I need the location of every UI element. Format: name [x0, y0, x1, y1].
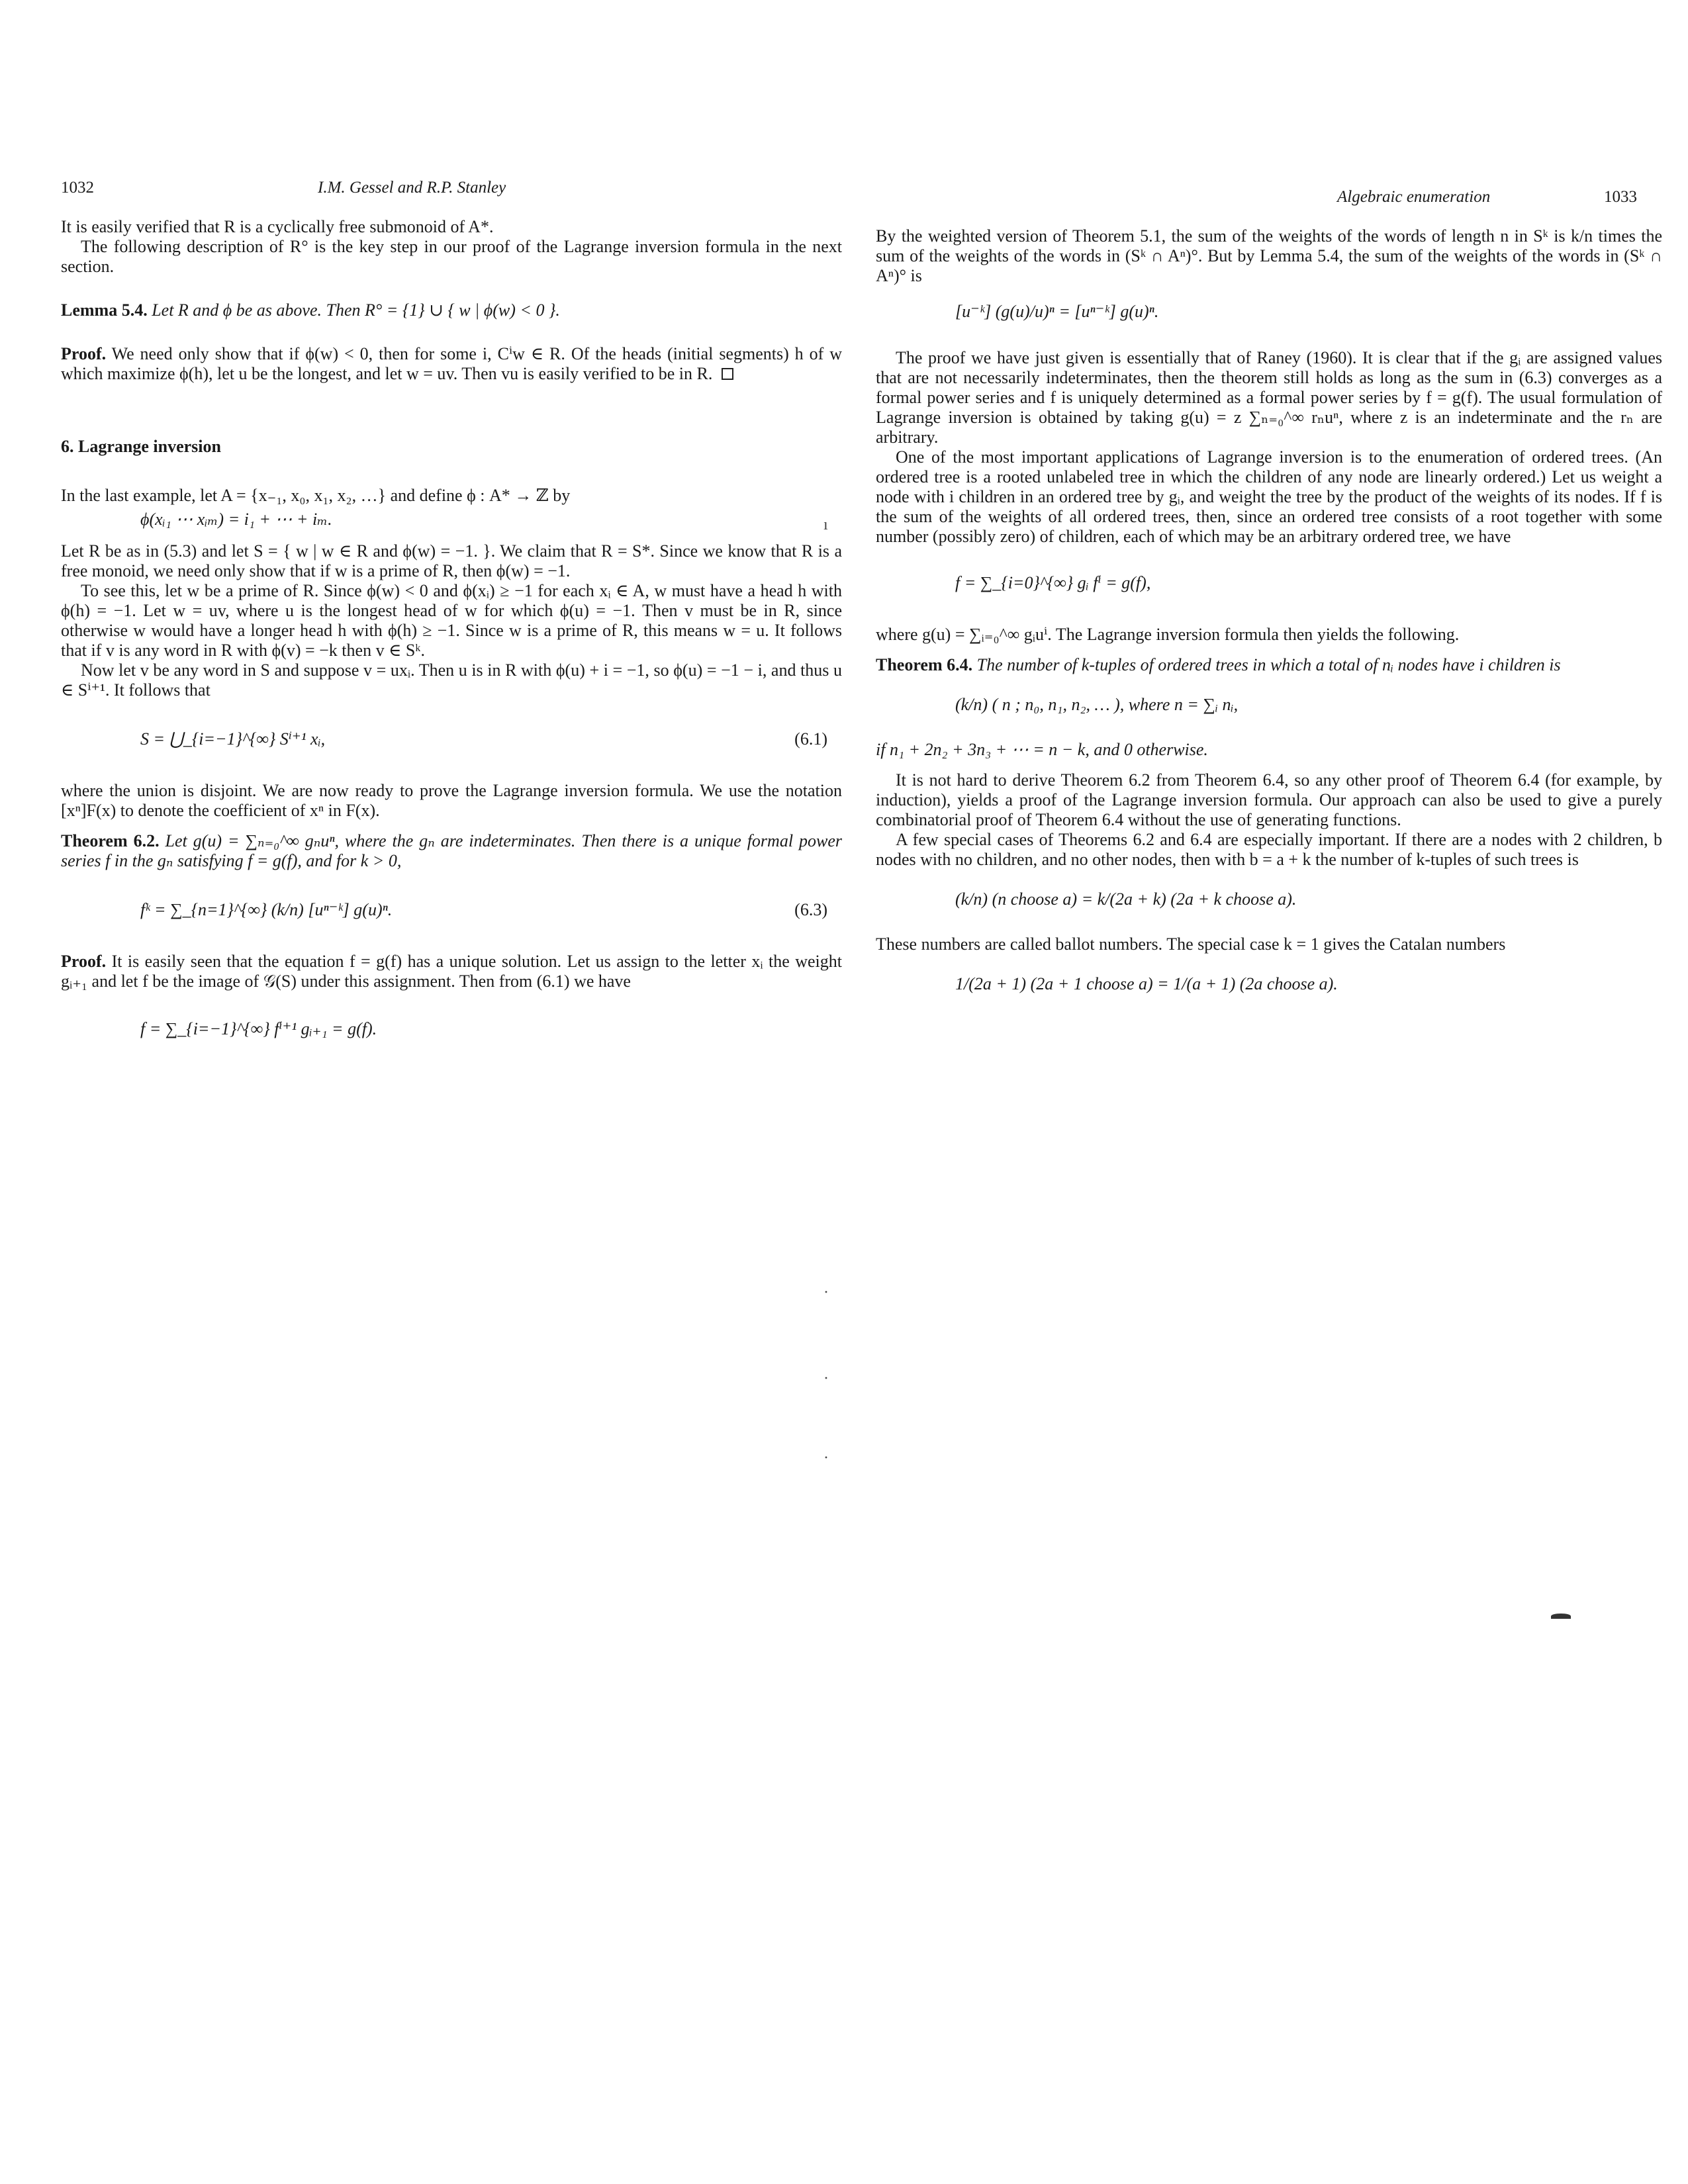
page-number-right: 1033 — [1604, 188, 1637, 206]
section-title: 6. Lagrange inversion — [61, 437, 221, 456]
r-display-4-formula: (k/n) (n choose a) = k/(2a + k) (2a + k choose a). — [955, 889, 1297, 909]
display-6-1 — [61, 704, 842, 777]
theorem-6-4-condition: if n₁ + 2n₂ + 3n₃ + ⋯ = n − k, and 0 otherwise. — [876, 740, 1208, 759]
proof-lemma — [61, 344, 842, 384]
running-head-right: Algebraic enumeration — [1337, 188, 1491, 206]
scan-speck — [1551, 1614, 1571, 1619]
paragraph-1: In the last example, let A = {x₋₁, x₀, x₁, x₂, …} and define ϕ : A* → ℤ by — [61, 486, 571, 505]
proof2-text: It is easily seen that the equation f = g(f) has a unique solution. Let us assign to the letter xᵢ the weight gᵢ₊₁ and let f be the image of 𝒢(S) under this assignment. Then from (6.1) we have — [61, 952, 842, 991]
r-display-1-formula: [u⁻ᵏ] (g(u)/u)ⁿ = [uⁿ⁻ᵏ] g(u)ⁿ. — [955, 302, 1159, 321]
equation-number-6-3: (6.3) — [794, 900, 827, 919]
proof-theorem-6-2 — [61, 952, 842, 991]
r-paragraph-1: By the weighted version of Theorem 5.1, the sum of the weights of the words of length n in Sᵏ is k/n times the sum of the weights of the words in (Sᵏ ∩ Aⁿ)°. But by Lemma 5.4, the sum of the weights of the words in (Sᵏ ∩ Aⁿ)° is — [876, 226, 1662, 285]
lemma-5-4 — [61, 300, 842, 320]
lemma-label: Lemma 5.4. — [61, 300, 148, 320]
right-column — [876, 226, 1662, 1019]
r-paragraph-6: A few special cases of Theorems 6.2 and 6.4 are especially important. If there are a nodes with 2 children, b nodes with no children, and no other nodes, then with b = a + k the number of k-tuples of such trees is — [876, 830, 1662, 869]
paragraph-2: Let R be as in (5.3) and let S = { w | w ∈ R and ϕ(w) = −1. }. We claim that R = S*. Since we know that R is a free monoid, we need only show that if w is a prime of R, then ϕ(w) = −1. — [61, 541, 842, 580]
r-display-3 — [876, 679, 1662, 736]
display-6-1-formula: S = ⋃_{i=−1}^{∞} Sⁱ⁺¹ xᵢ, — [140, 729, 326, 749]
display-f-formula: f = ∑_{i=−1}^{∞} fⁱ⁺¹ gᵢ₊₁ = g(f). — [140, 1019, 377, 1038]
gutter-mark: · — [823, 1284, 829, 1301]
qed-box-icon — [722, 368, 733, 380]
r-display-5 — [876, 958, 1662, 1015]
proof-text: We need only show that if ϕ(w) < 0, then for some i, Cⁱw ∈ R. Of the heads (initial segments) h of w which maximize ϕ(h), let u be the longest, and let w = uv. Then vu is easily verified to be in R. — [61, 344, 843, 383]
running-head-left: I.M. Gessel and R.P. Stanley — [318, 179, 506, 197]
theorem-6-2-label: Theorem 6.2. — [61, 831, 160, 850]
display-phi — [61, 510, 842, 537]
r-paragraph-3: One of the most important applications of Lagrange inversion is to the enumeration of ordered trees. (An ordered tree is a rooted unlabeled tree in which the children of any node are linearly ordered.) Let us weight a node with i children in an ordered tree by gᵢ, and weight the tree by the product of the weights of its nodes. If f is the sum of the weights of all ordered trees, then, since an ordered tree consists of a root together with some number (possibly zero) of children, each of which may be an arbitrary ordered tree, we have — [876, 447, 1662, 546]
left-column — [61, 217, 842, 1066]
display-6-3-formula: fᵏ = ∑_{n=1}^{∞} (k/n) [uⁿ⁻ᵏ] g(u)ⁿ. — [140, 900, 393, 919]
display-f — [61, 995, 842, 1062]
right-page — [844, 0, 1688, 2184]
intro-paragraph: The following description of R° is the key step in our proof of the Lagrange inversion formula in the next section. — [61, 237, 842, 276]
display-6-3 — [61, 875, 842, 948]
paragraph-4: Now let v be any word in S and suppose v = uxᵢ. Then u is in R with ϕ(u) + i = −1, so ϕ(u) = −1 − i, and thus u ∈ Sⁱ⁺¹. It follows that — [61, 660, 842, 700]
page-number-left: 1032 — [61, 179, 94, 197]
r-paragraph-2: The proof we have just given is essentially that of Raney (1960). It is clear that if the gᵢ are assigned values that are not necessarily indeterminates, then the theorem still holds as long as the sum in (6.3) converges as a formal power series and f is uniquely determined as a formal power series by f = g(f). The usual formulation of Lagrange inversion is obtained by taking g(u) = z ∑ₙ₌₀^∞ rₙuⁿ, where z is an indeterminate and the rₙ are arbitrary. — [876, 348, 1662, 447]
theorem-6-4-text: The number of k-tuples of ordered trees in which a total of nᵢ nodes have i children is — [976, 655, 1561, 674]
proof2-label: Proof. — [61, 952, 107, 971]
gutter-mark: · — [823, 1449, 829, 1467]
lemma-text: Let R and ϕ be as above. Then R° = {1} ∪ { w | ϕ(w) < 0 }. — [152, 300, 560, 320]
paragraph-3: To see this, let w be a prime of R. Since ϕ(w) < 0 and ϕ(xᵢ) ≥ −1 for each xᵢ ∈ A, w must have a head h with ϕ(h) = −1. Let w = uv, where u is the longest head of w for which ϕ(u) = −1. Then v must be in R, since otherwise w would have a longer head h with ϕ(h) ≥ −1. Since w is a prime of R, this means w = u. It follows that if v is any word in R with ϕ(v) = −k then v ∈ Sᵏ. — [61, 581, 842, 660]
r-paragraph-5: It is not hard to derive Theorem 6.2 from Theorem 6.4, so any other proof of Theorem 6.4 (for example, by induction), yields a proof of the Lagrange inversion formula. Our approach can also be used to give a purely combinatorial proof of Theorem 6.4 without the use of generating functions. — [876, 770, 1662, 829]
theorem-6-2 — [61, 831, 842, 871]
intro-line: It is easily verified that R is a cyclically free submonoid of A*. — [61, 217, 494, 236]
paragraph-5: where the union is disjoint. We are now ready to prove the Lagrange inversion formula. We use the notation [xⁿ]F(x) to denote the coefficient of xⁿ in F(x). — [61, 781, 842, 820]
gutter-mark: ı — [823, 516, 828, 533]
r-paragraph-7: These numbers are called ballot numbers. The special case k = 1 gives the Catalan numbers — [876, 934, 1506, 954]
r-display-4 — [876, 874, 1662, 931]
r-display-5-formula: 1/(2a + 1) (2a + 1 choose a) = 1/(a + 1) (2a choose a). — [955, 974, 1338, 993]
r-display-2-formula: f = ∑_{i=0}^{∞} gᵢ fⁱ = g(f), — [955, 573, 1151, 592]
theorem-6-2-text: Let g(u) = ∑ₙ₌₀^∞ gₙuⁿ, where the gₙ are indeterminates. Then there is a unique formal power series f in the gₙ satisfying f = g(f), and for k > 0, — [61, 831, 843, 870]
equation-number-6-1: (6.1) — [794, 729, 827, 749]
r-display-3-formula: (k/n) ( n ; n₀, n₁, n₂, … ), where n = ∑ᵢ nᵢ, — [955, 695, 1239, 714]
r-display-1 — [876, 290, 1662, 339]
proof-label: Proof. — [61, 344, 107, 363]
theorem-6-4 — [876, 655, 1662, 675]
display-phi-formula: ϕ(xᵢ₁ ⋯ xᵢₘ) = i₁ + ⋯ + iₘ. — [140, 510, 332, 529]
theorem-6-4-label: Theorem 6.4. — [876, 655, 973, 674]
r-display-2 — [876, 551, 1662, 621]
r-paragraph-4: where g(u) = ∑ᵢ₌₀^∞ gᵢuⁱ. The Lagrange inversion formula then yields the following. — [876, 625, 1460, 644]
gutter-mark: · — [823, 1370, 829, 1387]
